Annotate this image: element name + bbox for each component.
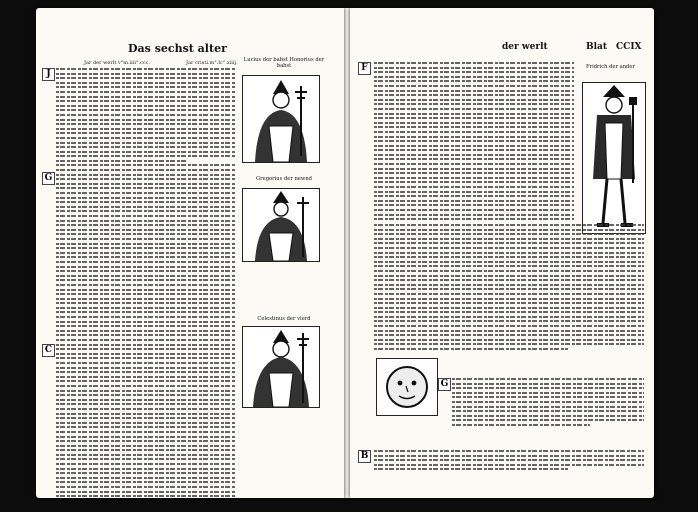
dropcap-j: J [42, 68, 55, 81]
right-text-column-full [374, 224, 644, 353]
pope-portrait-1-icon [242, 75, 320, 163]
dropcap-g-right: G [438, 378, 451, 391]
portrait-caption-1: Lucius der babst Honorius der babst [243, 57, 325, 69]
moon-woodcut-icon [376, 358, 438, 416]
portrait-caption-2: Gregorius der newnd [256, 176, 312, 182]
right-text-column-upper [374, 62, 574, 223]
left-page [36, 8, 344, 498]
dropcap-c: C [42, 344, 55, 357]
left-text-column [56, 68, 236, 498]
folio-number: CCIX [616, 42, 642, 52]
right-text-final-paragraph [374, 450, 644, 473]
dropcap-f: F [358, 62, 371, 75]
emperor-frederick-icon [582, 82, 646, 234]
world-year-heading: Jar der werlt v°m.iiii°.ccc. [84, 60, 151, 66]
emperor-caption: Fridrich der ander [586, 64, 635, 70]
portrait-caption-3: Celestinus der vierd [257, 316, 311, 322]
dropcap-g: G [42, 172, 55, 185]
pope-portrait-2-icon [242, 188, 320, 262]
right-page [350, 8, 654, 498]
running-header: der werlt [502, 42, 548, 52]
right-text-moon-paragraph [452, 378, 644, 429]
page-title: Das sechst alter [128, 42, 227, 55]
christ-year-heading: Jar cristi.m°.lc°.xiiij. [186, 60, 238, 66]
leaf-label: Blat [586, 42, 608, 52]
pope-portrait-3-icon [242, 326, 320, 408]
dropcap-b: B [358, 450, 371, 463]
